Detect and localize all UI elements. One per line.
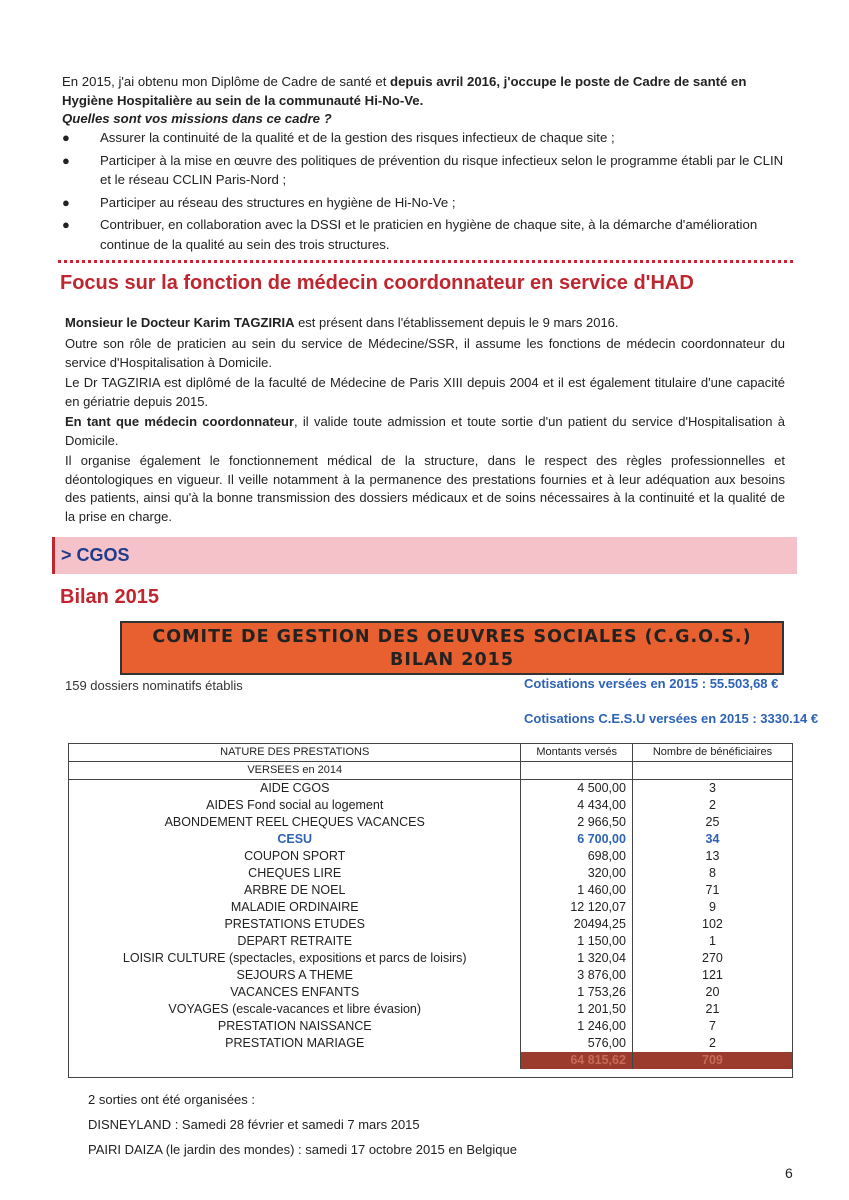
- table-row: VOYAGES (escale-vacances et libre évasion) 1 201,50 21: [168, 1002, 720, 1016]
- total-count: 709: [632, 1052, 792, 1069]
- table-row: PRESTATION MARIAGE 576,00 2: [225, 1036, 716, 1050]
- table-row: ARBRE DE NOEL 1 460,00 71: [244, 883, 720, 897]
- focus-title: Focus sur la fonction de médecin coordonnateur en service d'HAD: [60, 272, 694, 294]
- total-amount: 64 815,62: [521, 1052, 632, 1069]
- cgos-heading: > CGOS: [61, 545, 130, 565]
- banner-line-1: COMITE DE GESTION DES OEUVRES SOCIALES (C.G.O.S.): [152, 627, 752, 647]
- header-nature: NATURE DES PRESTATIONS: [69, 744, 521, 762]
- cgos-section-band: [52, 537, 797, 574]
- table-row: SEJOURS A THEME 3 876,00 121: [236, 968, 723, 982]
- table-row: PRESTATION NAISSANCE 1 246,00 7: [217, 1019, 716, 1033]
- focus-paragraph-4: En tant que médecin coordonnateur, il valide toute admission et toute sortie d'un patient du service d'Hospitalisation à Domicile.: [65, 414, 786, 448]
- bullet-icon: ●: [62, 152, 70, 168]
- table-row: AIDES Fond social au logement 4 434,00 2: [206, 798, 716, 812]
- bilan-heading: Bilan 2015: [60, 586, 159, 608]
- focus-paragraph-2: Outre son rôle de praticien au sein du service de Médecine/SSR, il assume les fonctions de médecin coordonnateur du service d'Hospitalisation à Domicile.: [65, 336, 785, 370]
- table-row: VACANCES ENFANTS 1 753,26 20: [230, 985, 720, 999]
- bullet-icon: ●: [62, 130, 70, 145]
- table-row: MALADIE ORDINAIRE 12 120,07 9: [230, 900, 716, 914]
- sortie-disneyland: DISNEYLAND : Samedi 28 février et samedi 7 mars 2015: [88, 1117, 420, 1132]
- bullet-icon: ●: [62, 194, 70, 210]
- bullet-icon: ●: [62, 217, 70, 232]
- focus-paragraph-3: Le Dr TAGZIRIA est diplômé de la faculté de Médecine de Paris XIII depuis 2004 et il est également titulaire d'une capacité en gériatrie depuis 2015.: [65, 375, 785, 409]
- table-row: PRESTATIONS ETUDES 20494,25 102: [224, 917, 723, 931]
- dossiers-count: 159 dossiers nominatifs établis: [65, 678, 243, 693]
- subheader-versees: VERSEES en 2014: [69, 762, 521, 780]
- table-total-row: [69, 1052, 792, 1069]
- focus-paragraph-1: Monsieur le Docteur Karim TAGZIRIA est présent dans l'établissement depuis le 9 mars 2016.: [65, 315, 619, 330]
- intro-text-2: depuis avril 2016, j'occupe le poste de Cadre de santé en Hygiène Hospitalière au sein de la communauté Hi-No-Ve.: [62, 74, 747, 108]
- cgos-banner: [120, 621, 784, 675]
- banner-line-2: BILAN 2015: [390, 650, 514, 670]
- prestations-table-frame: [68, 743, 793, 1078]
- table-row: AIDE CGOS 4 500,00 3: [259, 781, 716, 795]
- intro-paragraph: [62, 72, 792, 110]
- header-montants: Montants versés: [521, 744, 632, 762]
- missions-list: [62, 128, 797, 257]
- page-number: 6: [785, 1165, 793, 1181]
- table-row: CESU 6 700,00 34: [277, 832, 720, 846]
- list-item: ● Contribuer, en collaboration avec la DSSI et le praticien en hygiène de chaque site, à la démarche d'amélioration continue de la qualité au sein des trois structures.: [62, 217, 758, 252]
- table-header-row: [69, 744, 792, 762]
- table-row: ABONDEMENT REEL CHEQUES VACANCES 2 966,50 25: [164, 815, 720, 829]
- sortie-pairi-daiza: PAIRI DAIZA (le jardin des mondes) : samedi 17 octobre 2015 en Belgique: [88, 1142, 517, 1157]
- intro-text-1: En 2015, j'ai obtenu mon Diplôme de Cadre de santé et: [62, 74, 391, 89]
- table-row: CHEQUES LIRE 320,00 8: [248, 866, 716, 880]
- table-row: LOISIR CULTURE (spectacles, expositions et parcs de loisirs) 1 320,04 270: [122, 951, 723, 965]
- table-row: COUPON SPORT 698,00 13: [244, 849, 720, 863]
- focus-paragraph-5: Il organise également le fonctionnement médical de la structure, dans le respect des règles professionnelles et déontologiques en vigueur. Il veille notamment à la permanence des prestations fournies et à leur adéquation aux besoins des patients, ainsi qu'à la bonne transmission des dossiers médicaux et de soins nécessaires à la continuité et la qualité de la prise en charge.: [65, 453, 785, 524]
- list-item: ● Participer au réseau des structures en hygiène de Hi-No-Ve ;: [62, 193, 797, 213]
- list-item: ● Assurer la continuité de la qualité et de la gestion des risques infectieux de chaque site ;: [62, 128, 797, 148]
- prestations-table: [69, 744, 792, 1069]
- header-beneficiaires: Nombre de bénéficiaires: [632, 744, 792, 762]
- dotted-divider: [58, 260, 793, 263]
- table-row: DEPART RETRAITE 1 150,00 1: [237, 934, 716, 948]
- missions-question: Quelles sont vos missions dans ce cadre ?: [62, 111, 332, 126]
- cotisations-cesu-text: Cotisations C.E.S.U versées en 2015 : 3330.14 €: [524, 711, 819, 726]
- cotisations-text: Cotisations versées en 2015 : 55.503,68 €: [524, 676, 779, 691]
- list-item: ● Participer à la mise en œuvre des politiques de prévention du risque infectieux selon le programme établi par le CLIN et le réseau CCLIN Paris-Nord ;: [62, 152, 784, 187]
- table-subheader-row: [69, 762, 792, 780]
- sorties-intro: 2 sorties ont été organisées :: [88, 1092, 255, 1107]
